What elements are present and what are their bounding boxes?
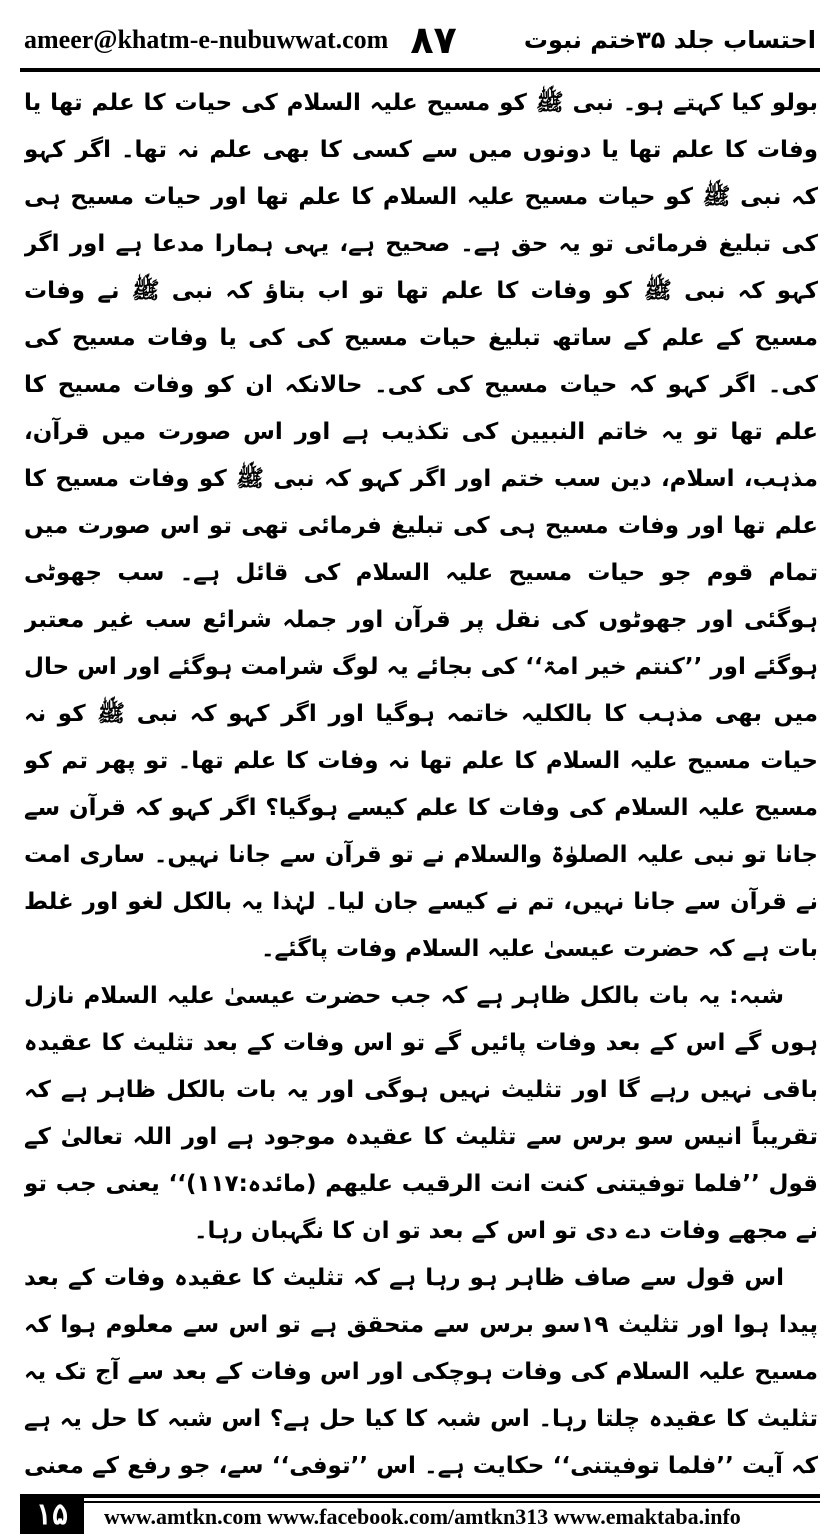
paragraph-3: اس قول سے صاف ظاہر ہو رہا ہے کہ تثلیث کا عقیدہ وفات کے بعد پیدا ہوا اور تثلیث ۱۹سو برس سے متحقق ہے تو اس سے معلوم ہوا کہ مسیح علیہ السلام کی وفات ہوچکی اور اس وفات کے بعد سے آج تک یہ تثلیث کا عقیدہ چلتا رہا۔ اس شبہ کا کیا حل ہے؟ اس شبہ کا حل یہ ہے کہ آیت ’’فلما توفیتنی‘‘ حکایت ہے۔ اس ’’توفی‘‘ سے، جو رفع کے معنی <box>24 1265 818 1479</box>
header-left-group <box>24 18 457 62</box>
header-running-title: احتساب جلد ۳۵ختم نبوت <box>523 26 816 54</box>
footer-rule-thin <box>20 1501 820 1503</box>
header-page-number: ۸۷ <box>410 18 457 62</box>
paragraph-1: بولو کیا کہتے ہو۔ نبی ﷺ کو مسیح علیہ السلام کی حیات کا علم تھا یا وفات کا علم تھا یا دونوں میں سے کسی کا بھی علم نہ تھا۔ اگر کہو کہ نبی ﷺ کو حیات مسیح علیہ السلام کا علم تھا اور حیات مسیح ہی کی تبلیغ فرمائی تو یہ حق ہے۔ صحیح ہے، یہی ہمارا مدعا ہے اور اگر کہو کہ نبی ﷺ کو وفات کا علم تھا تو اب بتاؤ کہ نبی ﷺ نے وفات مسیح کے علم کے ساتھ تبلیغ حیات مسیح کی کی یا وفات مسیح کی کی۔ اگر کہو کہ حیات مسیح کی کی۔ حالانکہ ان کو وفات مسیح کا علم تھا تو یہ خاتم النبیین کی تکذیب ہے اور اس صورت میں قرآن، مذہب، اسلام، دین سب ختم اور اگر کہو کہ نبی ﷺ کو وفات مسیح کا علم تھا اور وفات مسیح ہی کی تبلیغ فرمائی تھی تو اس صورت میں تمام قوم جو حیات مسیح علیہ السلام کی قائل ہے۔ سب جھوٹی ہوگئی اور جھوٹوں کی نقل پر قرآن اور جملہ شرائع سب غیر معتبر ہوگئے اور ’’کنتم خیر امۃ‘‘ کی بجائے یہ لوگ شرامت ہوگئے اور اس حال میں بھی مذہب کا بالکلیہ خاتمہ ہوگیا اور اگر کہو کہ نبی ﷺ کو نہ حیات مسیح علیہ السلام کا علم تھا نہ وفات کا علم تھا۔ تو پھر تم کو مسیح علیہ السلام کی وفات کا علم کیسے ہوگیا؟ اگر کہو کہ قرآن سے جانا تو نبی علیہ الصلوٰۃ والسلام نے تو قرآن سے جانا نہیں۔ ساری امت نے قرآن سے جانا نہیں، تم نے کیسے جان لیا۔ لہٰذا یہ بالکل لغو اور غلط بات ہے کہ حضرت عیسیٰ علیہ السلام وفات پاگئے۔ <box>24 90 818 962</box>
footer-rule-thick <box>20 1494 820 1498</box>
page-header <box>24 14 816 66</box>
paragraph-2: شبہ: یہ بات بالکل ظاہر ہے کہ جب حضرت عیسیٰ علیہ السلام نازل ہوں گے اس کے بعد وفات پائیں گے تو اس وفات کے بعد تثلیث کا عقیدہ باقی نہیں رہے گا اور تثلیث نہیں ہوگی اور یہ بات بالکل ظاہر ہے کہ تقریباً انیس سو برس سے تثلیث کا عقیدہ موجود ہے اور اللہ تعالیٰ کے قول ’’فلما توفیتنی کنت انت الرقیب علیھم (مائدہ:۱۱۷)‘‘ یعنی جب تو نے مجھے وفات دے دی تو اس کے بعد تو ان کا نگہبان رہا۔ <box>24 983 818 1244</box>
header-rule <box>20 68 820 72</box>
footer-page-number: ۱۵ <box>20 1494 84 1534</box>
body-text <box>24 80 818 1488</box>
footer-links: www.amtkn.com www.facebook.com/amtkn313 www.emaktaba.info <box>104 1504 741 1529</box>
page-footer <box>20 1494 820 1534</box>
header-email: ameer@khatm-e-nubuwwat.com <box>24 25 389 54</box>
